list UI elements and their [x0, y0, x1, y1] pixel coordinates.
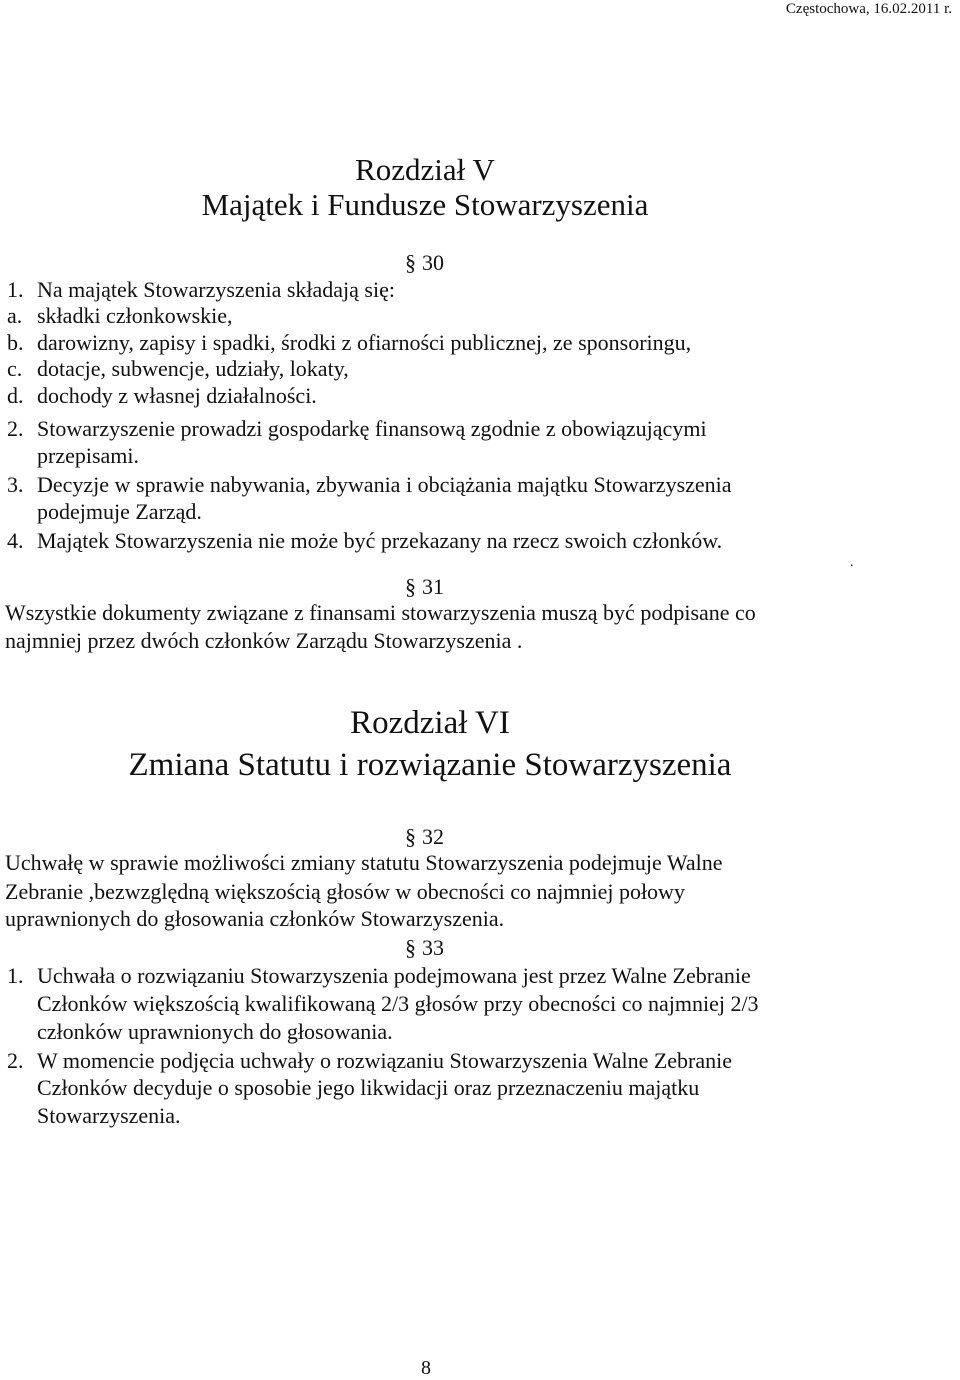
list-item-text: Stowarzyszenie prowadzi gospodarkę finansową zgodnie z obowiązującymi	[37, 416, 707, 441]
section-number: 30	[422, 250, 444, 275]
chapter-5-title: Rozdział V	[355, 152, 495, 187]
list-item-text: Majątek Stowarzyszenia nie może być przekazany na rzecz swoich członków.	[37, 528, 723, 553]
section-symbol: §	[405, 824, 416, 849]
list-marker: 2.	[7, 416, 24, 441]
list-item-text: dotacje, subwencje, udziały, lokaty,	[37, 356, 349, 381]
section-number: 33	[422, 935, 444, 960]
list-item-text: członków uprawnionych do głosowania.	[37, 1019, 393, 1044]
paragraph-line: Zebranie ,bezwzględną większością głosów w obecności co najmniej połowy	[5, 879, 685, 904]
list-item-text: W momencie podjęcia uchwały o rozwiązaniu Stowarzyszenia Walne Zebranie	[37, 1048, 733, 1073]
page-number: 8	[421, 1357, 431, 1379]
section-symbol: §	[405, 250, 416, 275]
list-marker: b.	[7, 330, 24, 355]
paragraph-line: najmniej przez dwóch członków Zarządu Stowarzyszenia .	[5, 628, 523, 653]
list-marker: 3.	[7, 472, 24, 497]
section-32-text	[0, 850, 940, 935]
list-item-text: Członków większością kwalifikowaną 2/3 głosów przy obecności co najmniej 2/3	[37, 991, 759, 1016]
section-symbol: §	[405, 574, 416, 599]
section-33-heading	[405, 935, 444, 961]
list-marker: 2.	[7, 1048, 24, 1073]
list-marker: 1.	[7, 277, 24, 302]
section-31-heading	[405, 574, 444, 600]
paragraph-line: Wszystkie dokumenty związane z finansami stowarzyszenia muszą być podpisane co	[5, 600, 756, 625]
list-marker: 4.	[7, 528, 24, 553]
chapter-5-subtitle: Majątek i Fundusze Stowarzyszenia	[201, 187, 649, 222]
list-marker: c.	[7, 356, 23, 381]
section-number: 32	[422, 824, 444, 849]
section-number: 31	[422, 574, 444, 599]
section-30-heading	[405, 250, 444, 276]
list-item-text: Na majątek Stowarzyszenia składają się:	[37, 277, 395, 302]
chapter-6-subtitle: Zmiana Statutu i rozwiązanie Stowarzyszenia	[128, 747, 732, 783]
list-item-text: Uchwała o rozwiązaniu Stowarzyszenia podejmowana jest przez Walne Zebranie	[37, 963, 751, 988]
list-item-text: podejmuje Zarząd.	[37, 499, 202, 524]
list-item-text: Stowarzyszenia.	[37, 1103, 181, 1128]
list-item-text: przepisami.	[37, 443, 140, 468]
list-marker: 1.	[7, 963, 24, 988]
paragraph-line: uprawnionych do głosowania członków Stowarzyszenia.	[5, 906, 505, 931]
section-32-heading	[405, 824, 444, 850]
paragraph-line: Uchwałę w sprawie możliwości zmiany statutu Stowarzyszenia podejmuje Walne	[5, 850, 723, 875]
list-marker: a.	[7, 303, 23, 328]
section-30-list	[0, 277, 940, 557]
list-item-text: składki członkowskie,	[37, 303, 233, 328]
section-symbol: §	[405, 935, 416, 960]
list-item-text: Decyzje w sprawie nabywania, zbywania i obciążania majątku Stowarzyszenia	[37, 472, 732, 497]
list-item-text: dochody z własnej działalności.	[37, 383, 317, 408]
chapter-6-title: Rozdział VI	[350, 705, 510, 741]
list-item-text: darowizny, zapisy i spadki, środki z ofiarności publicznej, ze sponsoringu,	[37, 330, 692, 355]
section-31-text	[0, 600, 940, 660]
section-33-list	[0, 963, 940, 1133]
stray-dot: .	[850, 555, 854, 570]
list-item-text: Członków decyduje o sposobie jego likwidacji oraz przeznaczeniu majątku	[37, 1075, 700, 1100]
header-place-date: Częstochowa, 16.02.2011 r.	[785, 1, 952, 17]
list-marker: d.	[7, 383, 24, 408]
